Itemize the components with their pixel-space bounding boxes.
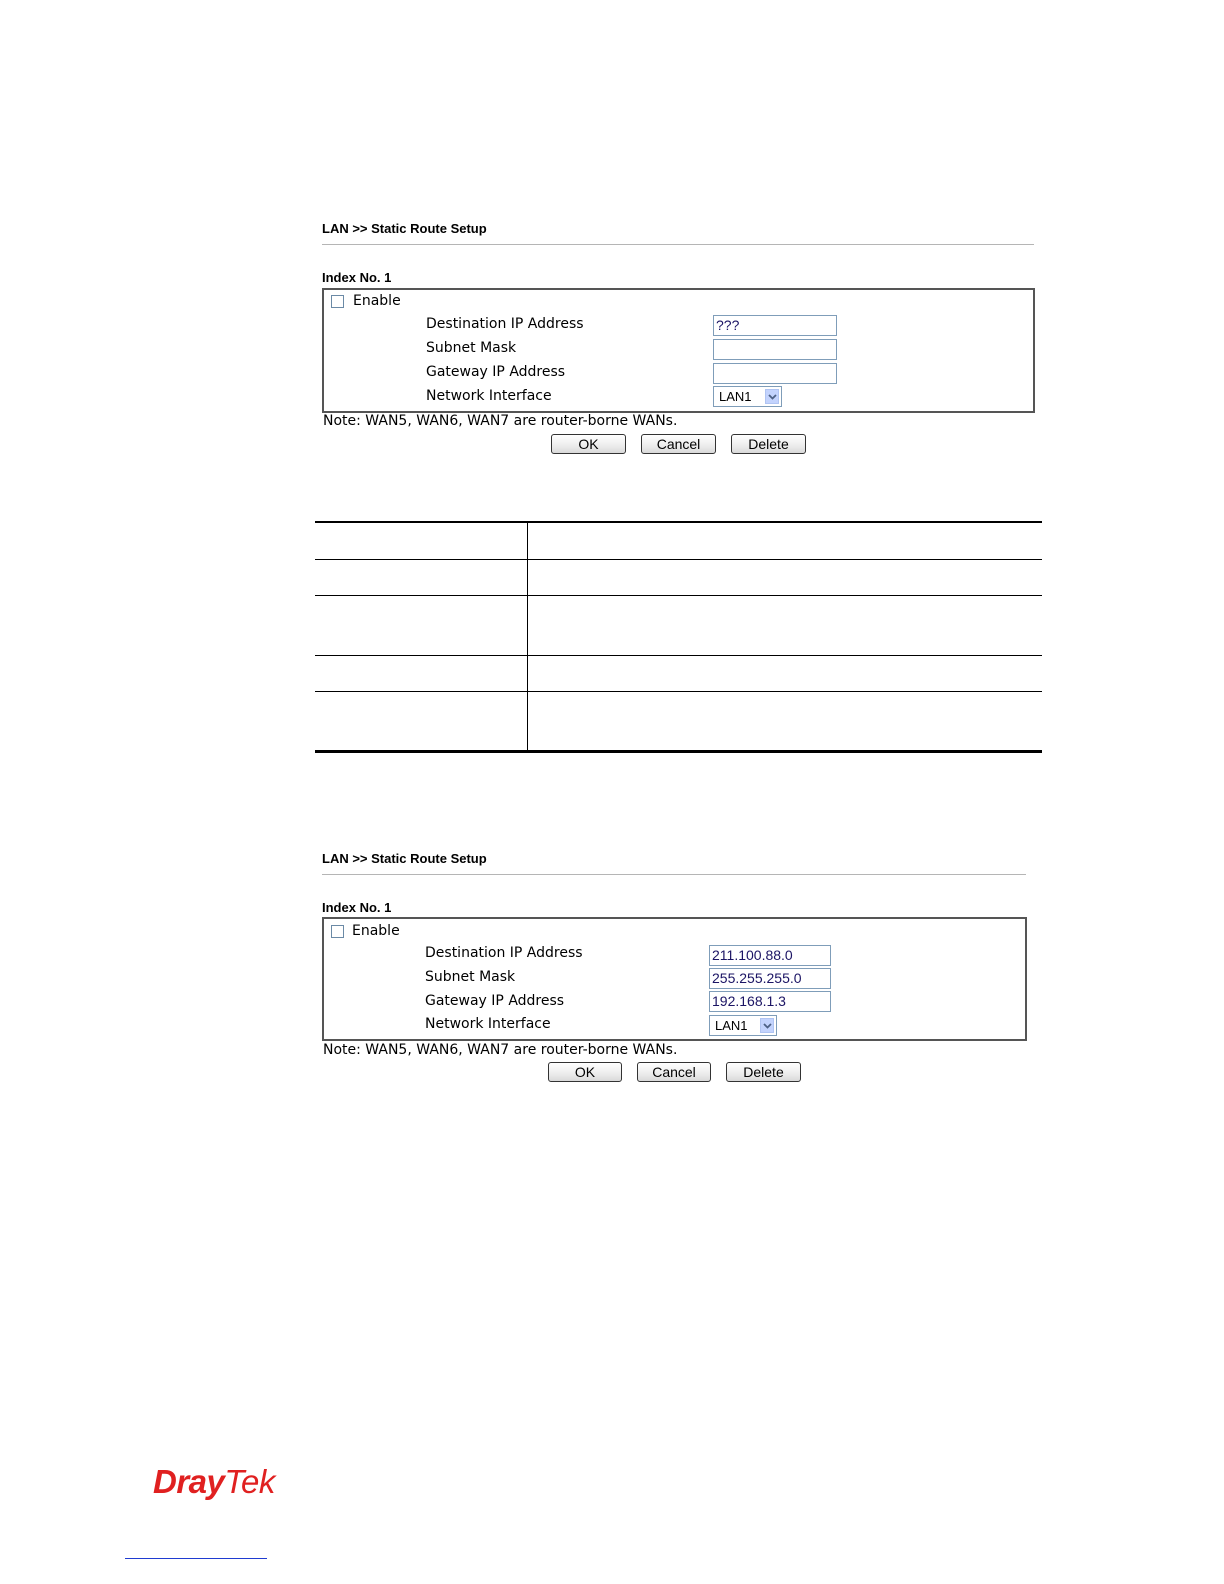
enable-label: Enable bbox=[352, 923, 400, 939]
ok-button[interactable]: OK bbox=[551, 434, 626, 454]
subnet-mask-input[interactable] bbox=[713, 339, 837, 360]
subnet-mask-input[interactable]: 255.255.255.0 bbox=[709, 968, 831, 989]
enable-label: Enable bbox=[353, 293, 401, 309]
ok-button[interactable]: OK bbox=[548, 1062, 622, 1082]
destination-ip-input[interactable]: 211.100.88.0 bbox=[709, 945, 831, 966]
table-row-divider bbox=[315, 655, 1042, 656]
gateway-ip-input[interactable]: 192.168.1.3 bbox=[709, 991, 831, 1012]
gateway-ip-input[interactable] bbox=[713, 363, 837, 384]
table-row-divider bbox=[315, 595, 1042, 596]
title-divider bbox=[322, 244, 1034, 245]
delete-button[interactable]: Delete bbox=[731, 434, 806, 454]
chevron-down-icon[interactable] bbox=[765, 389, 779, 404]
page-title: LAN >> Static Route Setup bbox=[322, 221, 487, 236]
chevron-down-icon[interactable] bbox=[760, 1018, 774, 1033]
enable-checkbox[interactable] bbox=[331, 295, 344, 308]
index-label: Index No. 1 bbox=[322, 900, 392, 915]
network-interface-label: Network Interface bbox=[425, 1016, 551, 1032]
logo-text-tek: Tek bbox=[224, 1463, 275, 1500]
note-text: Note: WAN5, WAN6, WAN7 are router-borne WANs. bbox=[323, 1042, 678, 1058]
footer-rule bbox=[125, 1558, 267, 1559]
title-divider bbox=[322, 874, 1026, 875]
enable-checkbox[interactable] bbox=[331, 925, 344, 938]
delete-button[interactable]: Delete bbox=[726, 1062, 801, 1082]
logo-text-dray: Dray bbox=[153, 1463, 225, 1500]
index-label: Index No. 1 bbox=[322, 270, 392, 285]
gateway-ip-label: Gateway IP Address bbox=[425, 993, 565, 1009]
network-interface-value: LAN1 bbox=[719, 389, 752, 404]
table-row-divider bbox=[315, 559, 1042, 560]
subnet-mask-label: Subnet Mask bbox=[425, 969, 516, 985]
table-bottom-rule bbox=[315, 750, 1042, 753]
network-interface-value: LAN1 bbox=[715, 1018, 748, 1033]
cancel-button[interactable]: Cancel bbox=[641, 434, 716, 454]
page-title: LAN >> Static Route Setup bbox=[322, 851, 487, 866]
table-column-divider bbox=[527, 521, 528, 751]
network-interface-select[interactable] bbox=[713, 386, 782, 407]
destination-ip-input[interactable]: ??? bbox=[713, 315, 837, 336]
table-top-rule bbox=[315, 521, 1042, 523]
description-table bbox=[315, 521, 1042, 753]
destination-ip-label: Destination IP Address bbox=[425, 945, 583, 961]
destination-ip-label: Destination IP Address bbox=[426, 316, 584, 332]
table-row-divider bbox=[315, 691, 1042, 692]
network-interface-label: Network Interface bbox=[426, 388, 552, 404]
subnet-mask-label: Subnet Mask bbox=[426, 340, 517, 356]
network-interface-select[interactable] bbox=[709, 1015, 777, 1036]
note-text: Note: WAN5, WAN6, WAN7 are router-borne WANs. bbox=[323, 413, 678, 429]
gateway-ip-label: Gateway IP Address bbox=[426, 364, 566, 380]
cancel-button[interactable]: Cancel bbox=[637, 1062, 711, 1082]
draytek-logo bbox=[153, 1463, 275, 1501]
